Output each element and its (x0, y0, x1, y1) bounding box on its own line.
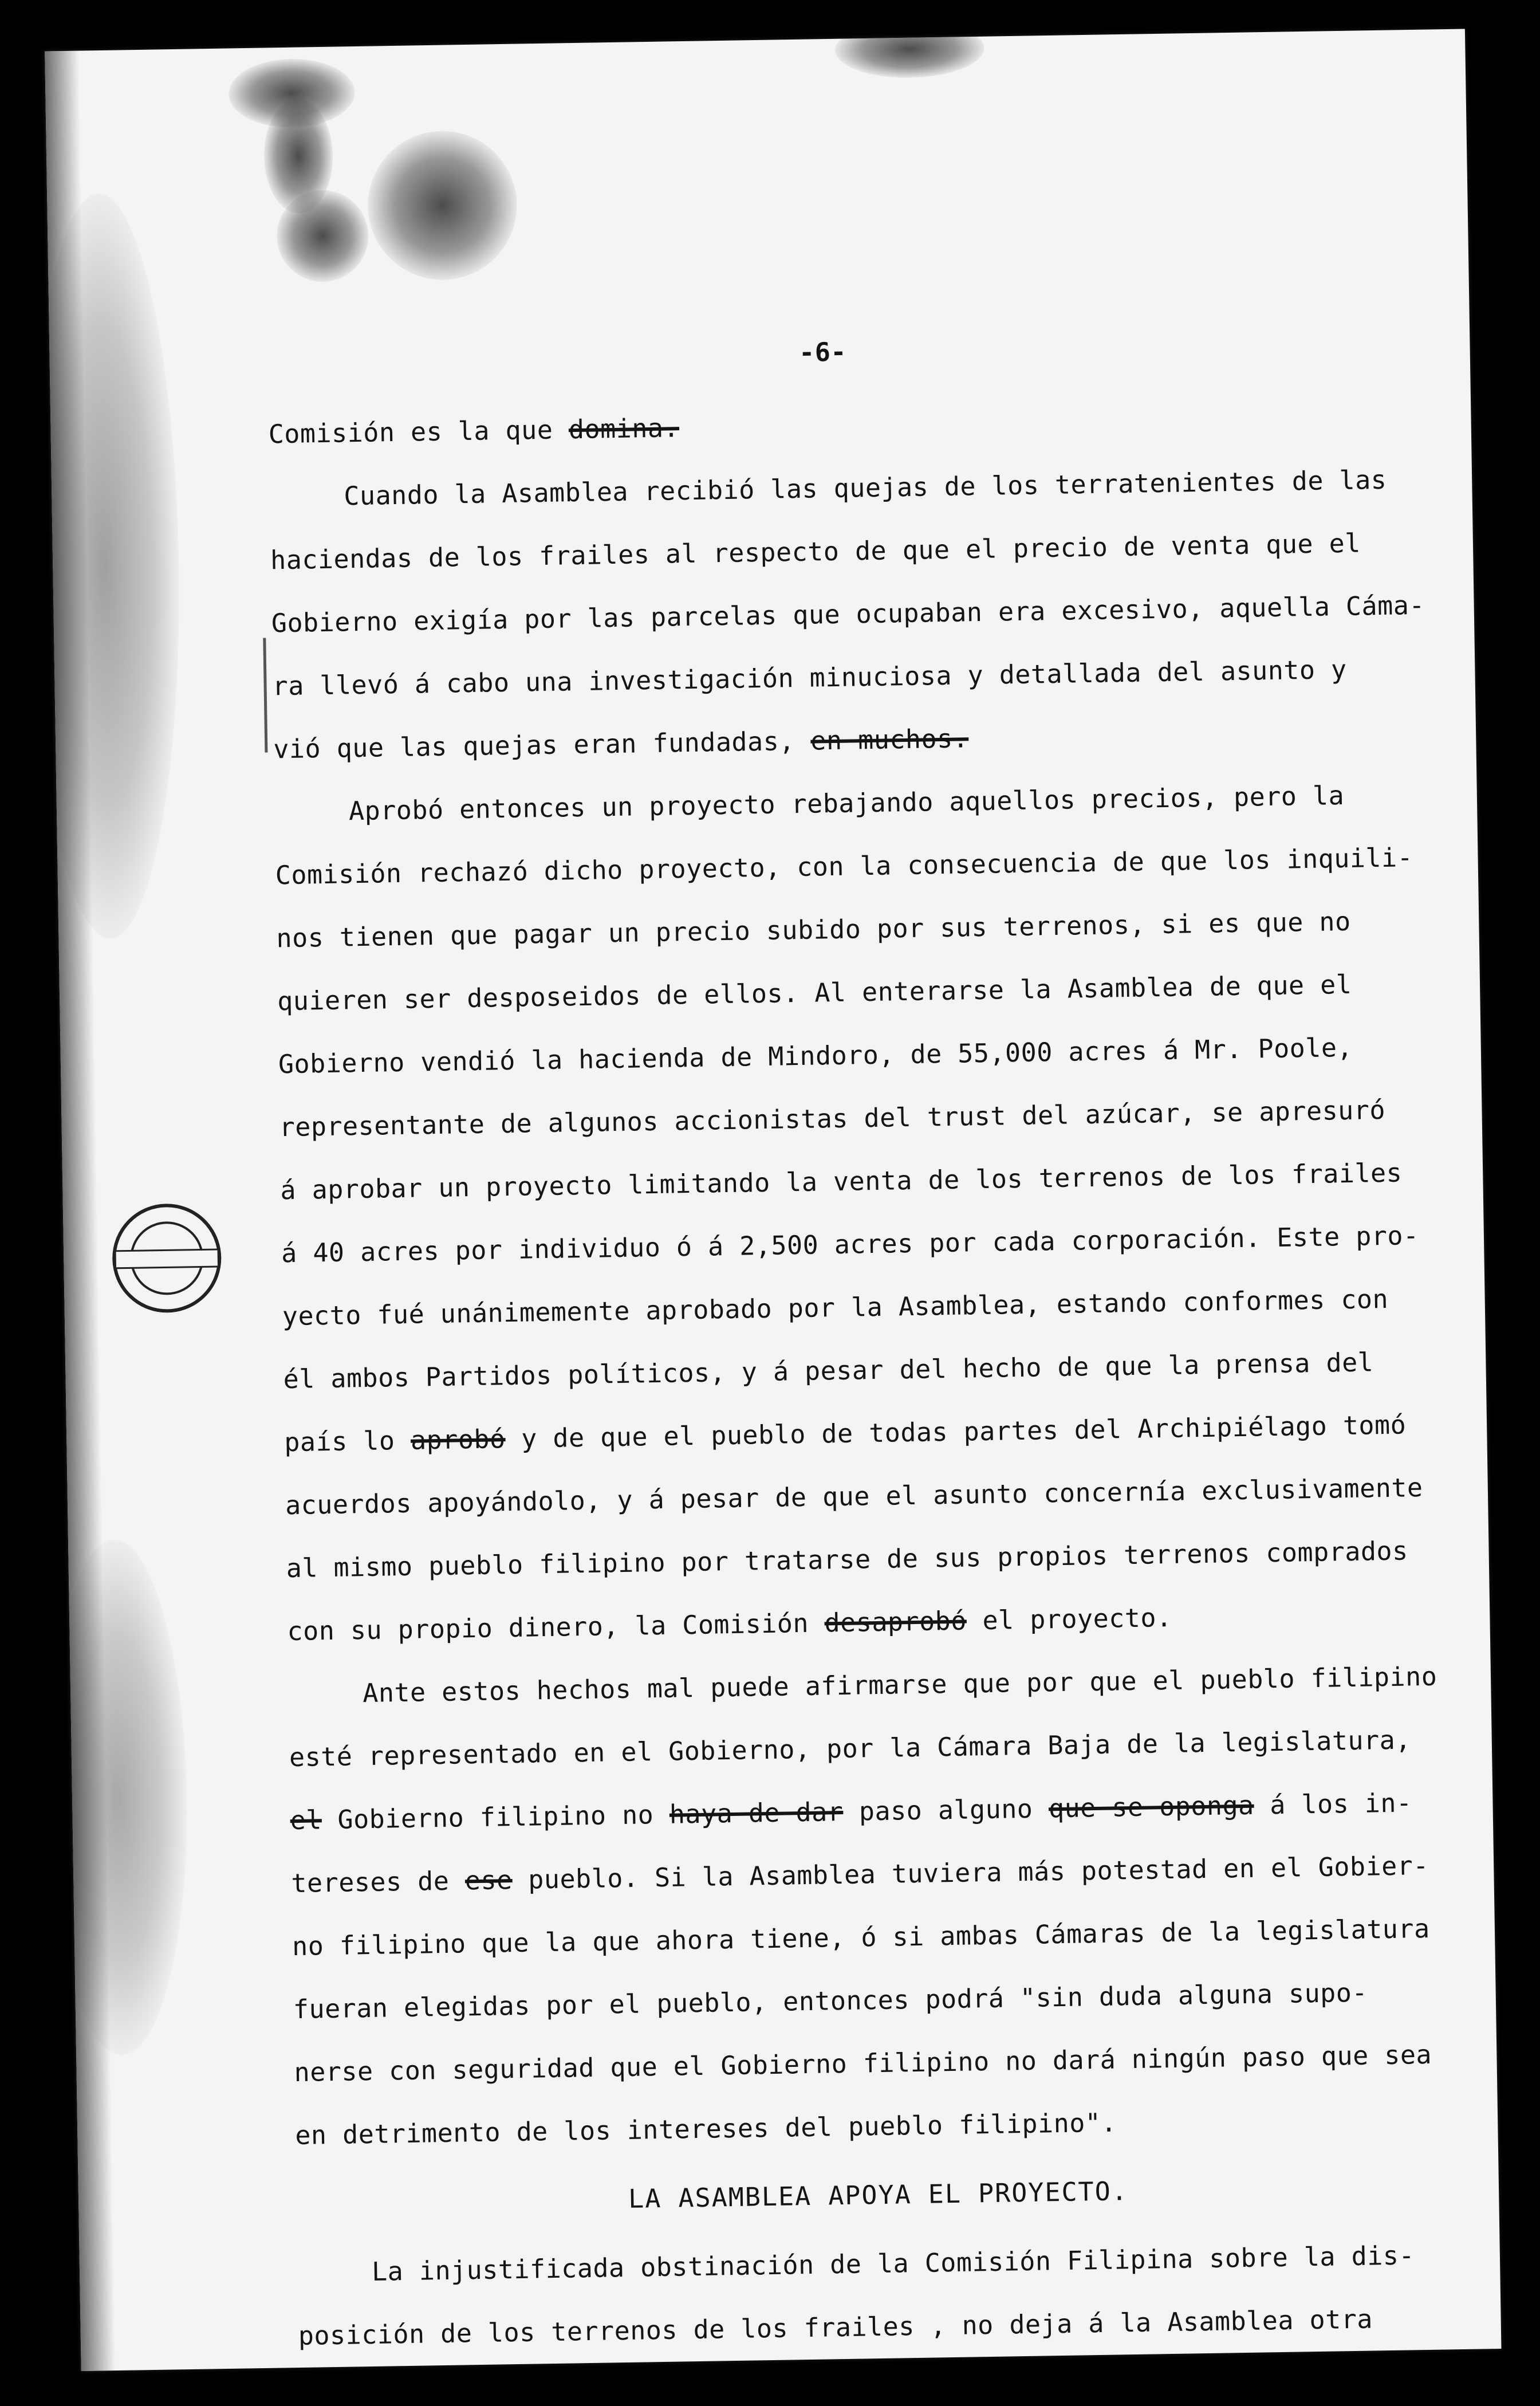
line-text: no filipino que la que ahora tiene, ó si ambas Cámaras de la legislatura (292, 1913, 1430, 1962)
struck-text: domina. (568, 412, 680, 445)
line-text: vió que las quejas eran fundadas, (273, 725, 811, 765)
line-text: Comisión rechazó dicho proyecto, con la consecuencia de que los inquili- (275, 842, 1413, 891)
line-text: La injustificada obstinación de la Comisión Filipina sobre la dis- (371, 2240, 1415, 2287)
section-heading: LA ASAMBLEA APOYA EL PROYECTO. (628, 2176, 1129, 2214)
line-text: en detrimento de los intereses del pueblo filipino". (294, 2107, 1117, 2151)
line-text: acuerdos apoyándolo, y á pesar de que el asunto concernía exclusivamente (285, 1472, 1423, 1521)
line-text: yecto fué unánimemente aprobado por la Asamblea, estando conformes con (282, 1283, 1389, 1332)
struck-text: en muchos. (810, 723, 969, 756)
line-text: á 40 acres por individuo ó á 2,500 acres por cada corporación. Este pro- (281, 1220, 1419, 1269)
line-text: pueblo. Si la Asamblea tuviera más potestad en el Gobier- (512, 1850, 1429, 1896)
ink-stain (45, 1539, 191, 2057)
line-text: esté representado en el Gobierno, por la Cámara Baja de la legislatura, (289, 1724, 1412, 1773)
line-text: nos tienen que pagar un precio subido por sus terrenos, si es que no (276, 906, 1351, 954)
line-text: Ante estos hechos mal puede afirmarse que por que el pueblo filipino (362, 1661, 1437, 1709)
line-text: fueran elegidas por el pueblo, entonces podrá "sin duda alguna supo- (293, 1977, 1368, 2025)
line-text: haciendas de los frailes al respecto de que el precio de venta que el (270, 528, 1361, 576)
document-body (267, 328, 1437, 2368)
line-text: y de que el pueblo de todas partes del Archipiélago tomó (505, 1409, 1407, 1454)
line-text: el proyecto. (966, 1602, 1172, 1636)
page-number: -6- (798, 336, 847, 368)
ink-stain (367, 130, 518, 281)
line-text: él ambos Partidos políticos, y á pesar del hecho de que la prensa del (283, 1347, 1374, 1395)
line-text: Comisión es la que (268, 414, 569, 450)
line-text: al mismo pueblo filipino por tratarse de sus propios terrenos comprados (286, 1535, 1409, 1584)
struck-text: aprobó (410, 1424, 506, 1456)
struck-text: ese (464, 1865, 513, 1896)
ink-stain (835, 29, 985, 79)
line-text: Gobierno filipino no (321, 1799, 670, 1835)
struck-text: desaprobó (824, 1605, 967, 1638)
body-lines (268, 386, 1437, 2167)
struck-text: haya de dar (669, 1796, 844, 1830)
closing-lines (297, 2224, 1421, 2368)
line-text: tereses de (291, 1865, 466, 1899)
document-page (45, 29, 1501, 2371)
struck-text: que se oponga (1048, 1790, 1255, 1824)
struck-text: el (290, 1804, 322, 1836)
line-text: representante de algunos accionistas del trust del azúcar, se apresuró (279, 1094, 1386, 1143)
line-text: quieren ser desposeidos de ellos. Al enterarse la Asamblea de que el (277, 969, 1352, 1017)
line-text: nerse con seguridad que el Gobierno filipino no dará ningún paso que sea (294, 2039, 1432, 2088)
line-text: ra llevó á cabo una investigación minuciosa y detallada del asunto y (272, 654, 1348, 702)
line-text: Aprobó entonces un proyecto rebajando aquellos precios, pero la (348, 780, 1345, 827)
line-text: Gobierno exigía por las parcelas que ocupaban era excesivo, aquella Cáma- (271, 589, 1425, 639)
line-text: Gobierno vendió la hacienda de Mindoro, de 55,000 acres á Mr. Poole, (278, 1032, 1353, 1080)
line-text: con su propio dinero, la Comisión (287, 1607, 825, 1647)
line-text: posición de los terrenos de los frailes , no deja á la Asamblea otra (298, 2303, 1373, 2352)
line-text: á los in- (1254, 1787, 1412, 1821)
line-text: Cuando la Asamblea recibió las quejas de los terratenientes de las (343, 464, 1387, 512)
line-text: país lo (283, 1425, 411, 1458)
line-text: á aprobar un proyecto limitando la venta de los terrenos de los frailes (280, 1157, 1403, 1206)
margin-mark (263, 638, 267, 753)
line-text: paso alguno (842, 1793, 1049, 1827)
archive-stamp (109, 1200, 225, 1316)
